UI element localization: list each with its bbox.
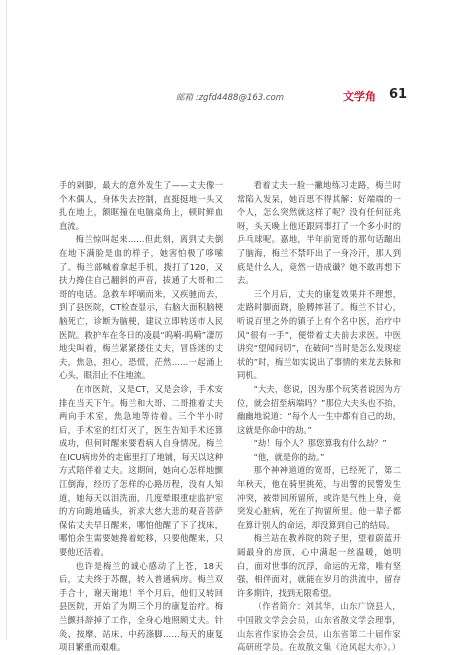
paragraph: 三个月后，丈夫的康复效果并不理想，走路时脚面跷，脸膊摔甚了。梅兰不甘心，听说百里之外的镇子上有个名中医，治疗中风“很有一手”，便带着丈夫前去求医。中医讲究“望闻问切”，在破问“当时是怎么发现症状的”时，梅兰如实说出了事情的来龙去脉和同机。	[237, 288, 401, 381]
page-number: 61	[389, 87, 408, 102]
editor-email: 邮箱 :zgfd4488@163.com	[176, 93, 285, 103]
paragraph: 在市医院，又是CT，又是会诊，手术安排在当天下午。梅兰和大哥、二哥推着丈夫两向手术室，焦急地等待着。三个半小时后，手术室的红灯灭了，医生告知手术还算成功，但何时醒来要看病人自身情况。梅兰在ICU病房外的走廊里打了地铺，每天以这种方式陪伴着丈夫。这期间，她向心怎样地颤江倒海，经历了怎样的心路历程，没有人知道，她每天以泪洗面，几度晕眼重症监护室的方向跪地磕头，祈求大慈大悲的观音菩萨保佑丈夫早日醒来，哪怕他醒了下了找床，哪怕余生需要她搀着蛇移，只要他醒来，只要他还活着。	[59, 383, 223, 558]
paragraph: 梅兰站在教养院的院子里，望着蔚蓝开阔最身的房顶，心中满起一丝温暖，她明白，面对世事的沉浮，命运的无常，唯有坚强，相伴面对，就能在岁月的洪流中，留存许多期许，找到无限希望。	[237, 533, 401, 598]
article-column-right	[237, 179, 401, 655]
paragraph: 那个神神道道的宽哥，已经死了，第二年秋天，他在骑里挑苑，与出警的民警发生冲突，被带回所留所，或许是气性上身，竟突发心脏病，死在了拘留所里。他一辈子都在算计别人的命运，却没算到自己的结局。	[237, 465, 401, 530]
paragraph: 也许是梅兰的诚心感动了上苍，18天后，丈夫终于苏醒，转入普通病房。梅兰双手合十，谢天谢地！半个月后，他们又转回县医院，开始了为期三个月的康复治疗。梅兰颤抖辞掉了工作，全身心地照顾丈夫。针灸、按摩、站床、中药涤脚……每天的康复项目繁重而艰难。	[59, 560, 223, 653]
page-edge-rule	[6, 0, 7, 640]
paragraph: 梅兰惊叫起来……但此刻，离到丈夫倒在地下满脸是血的样子，她害怕极了哆嗦了。梅兰部喊着拿起手机，拨打了120，又扶力搀住自己翻斜的声音，拔通了大哥和二哥的电话。急救车呼嘀而来，又疾驰而去，到了县医院，CT检查显示，右脑大面积脑梗脑死亡，诊断为脑梗，建议立即转送市人民医院。救护车在冬日的凌晨“呜嗬-呜嗬”凄厉地尖叫着，梅兰紧紧搂住丈夫，冒昏迷的丈夫，焦急，担心，恐慌，茫然……一起涌上心头，眼泪止不住地流。	[59, 234, 223, 381]
author-bio: （作者简介：刘其华，山东广饶县人，中国散文学会会员，山东省散文学会理事，山东省作家协会会员，山东省第二十届作家高研班学员。在故散文集《沧风起大亦》。）	[237, 601, 401, 653]
paragraph: 手的剁脚，最大的意外发生了——丈夫像一个木偶人，身体失去控制，直挺挺地一头又扎在地上，额眶撞在电脑桌角上，顿时鲜血直流。	[59, 180, 223, 231]
paragraph: “大夫，您说，因为那个玩笑者说因为方位，就会招至病端吗？”那位大夫头也不抬，幽幽地说道：“每个人一生中都有自己的劫，这就是你命中的劫。”	[237, 383, 401, 435]
paragraph: 看着丈夫一脸一撇地练习走路，梅兰时常陷入发呆，她百思不得其解：好端端的一个人，怎么突然就这样了呢？没有任何征兆呀，头天晚上他还跟同事打了一个多小时的乒乓球呢。嘉地，半年前宽哥的那句话蹦出了脑海，梅兰不禁吓出了一身冷汗，那人到底是什么人，竟然一语成谶？她不敢再想下去。	[237, 180, 401, 286]
page-header	[0, 44, 450, 103]
paragraph: “劫！每个人？那您算我有什么劫？”	[253, 438, 387, 449]
paragraph: “他，就是你的劫。”	[253, 451, 325, 462]
article-column-left	[59, 179, 223, 655]
section-title: 文学角	[343, 90, 376, 103]
